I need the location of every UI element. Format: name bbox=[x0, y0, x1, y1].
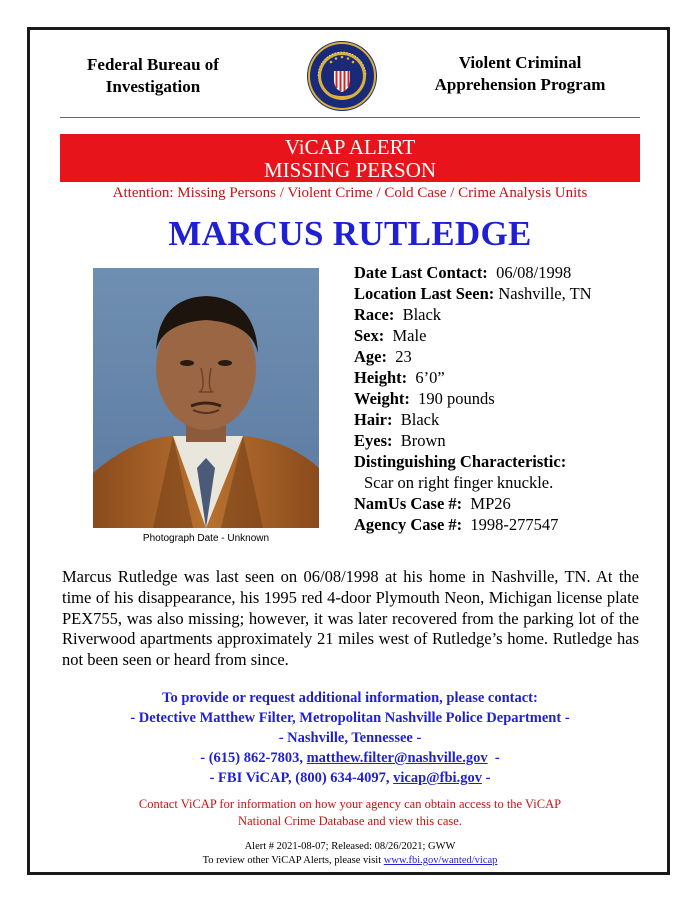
fact-value: Nashville, TN bbox=[498, 284, 592, 303]
contact-vicap-line bbox=[60, 768, 640, 788]
fact-distinguishing-value: Scar on right finger knuckle. bbox=[364, 473, 554, 492]
fact-hair bbox=[354, 409, 654, 430]
footer bbox=[60, 840, 640, 868]
contact-location: - Nashville, Tennessee - bbox=[278, 730, 422, 746]
contact-phone: - (615) 862-7803, bbox=[200, 750, 307, 766]
header-left-line2: Investigation bbox=[105, 77, 201, 96]
attention-line: Attention: Missing Persons / Violent Crime / Cold Case / Crime Analysis Units bbox=[112, 185, 588, 201]
contact-dash: - bbox=[481, 770, 491, 786]
header-left bbox=[68, 54, 238, 98]
header-divider bbox=[60, 117, 640, 118]
fbi-seal-icon bbox=[306, 40, 378, 112]
review-text: To review other ViCAP Alerts, please visit bbox=[202, 855, 384, 866]
header-left-line1: Federal Bureau of bbox=[87, 55, 219, 74]
banner-line1: ViCAP ALERT bbox=[284, 135, 416, 159]
fact-weight bbox=[354, 388, 654, 409]
fact-value: MP26 bbox=[470, 494, 511, 513]
fact-distinguishing-label bbox=[354, 451, 654, 472]
fact-date-last-contact bbox=[354, 262, 654, 283]
detective-email-link[interactable]: matthew.filter@nashville.gov bbox=[306, 750, 488, 766]
fact-label: NamUs Case #: bbox=[354, 494, 463, 513]
fact-label: Agency Case #: bbox=[354, 515, 463, 534]
fact-value: 6’0” bbox=[415, 368, 445, 387]
fact-value: 190 pounds bbox=[418, 389, 495, 408]
fact-label: Distinguishing Characteristic: bbox=[354, 452, 567, 471]
vicap-email-link[interactable]: vicap@fbi.gov bbox=[393, 770, 482, 786]
contact-detective: - Detective Matthew Filter, Metropolitan Nashville Police Department - bbox=[130, 710, 570, 726]
contact-block bbox=[60, 688, 640, 788]
fact-namus-case bbox=[354, 493, 654, 514]
vicap-alerts-link[interactable]: www.fbi.gov/wanted/vicap bbox=[383, 855, 498, 866]
fact-race bbox=[354, 304, 654, 325]
fact-label: Age: bbox=[354, 347, 387, 366]
case-narrative: Marcus Rutledge was last seen on 06/08/1998 at his home in Nashville, TN. At the time of his disappearance, his 1995 red 4-door Plymouth Neon, Michigan license plate PEX755, was also missing; however, it was later recovered from the parking lot of the Riverwood apartments approximately 21 miles west of Rutledge’s home. Rutledge has not been seen or heard from since. bbox=[62, 567, 639, 670]
header-right-line2: Apprehension Program bbox=[434, 75, 606, 94]
case-facts bbox=[354, 262, 654, 535]
fact-value: Black bbox=[402, 305, 442, 324]
person-name: MARCUS RUTLEDGE bbox=[168, 214, 532, 253]
fact-value: Black bbox=[400, 410, 440, 429]
alert-banner bbox=[60, 134, 640, 182]
header-right bbox=[420, 52, 620, 96]
missing-person-photo bbox=[93, 268, 319, 528]
fact-value: Male bbox=[392, 326, 427, 345]
contact-dash: - bbox=[487, 750, 500, 766]
fact-label: Sex: bbox=[354, 326, 385, 345]
banner-line2: MISSING PERSON bbox=[263, 158, 437, 182]
fact-value: 06/08/1998 bbox=[496, 263, 572, 282]
access-line2: National Crime Database and view this case. bbox=[238, 814, 462, 828]
contact-detective-phone-line bbox=[60, 748, 640, 768]
fact-location-last-seen bbox=[354, 283, 654, 304]
fact-agency-case bbox=[354, 514, 654, 535]
header-right-line1: Violent Criminal bbox=[458, 53, 582, 72]
access-notice bbox=[60, 796, 640, 830]
fact-eyes bbox=[354, 430, 654, 451]
fact-label: Eyes: bbox=[354, 431, 393, 450]
fact-age bbox=[354, 346, 654, 367]
vicap-phone: - FBI ViCAP, (800) 634-4097, bbox=[209, 770, 394, 786]
fact-sex bbox=[354, 325, 654, 346]
fact-label: Height: bbox=[354, 368, 408, 387]
fact-label: Hair: bbox=[354, 410, 393, 429]
alert-number-line: Alert # 2021-08-07; Released: 08/26/2021; GWW bbox=[244, 841, 456, 852]
fact-value: 1998-277547 bbox=[470, 515, 559, 534]
fact-height bbox=[354, 367, 654, 388]
fact-value: 23 bbox=[395, 347, 412, 366]
fact-label: Weight: bbox=[354, 389, 410, 408]
access-line1: Contact ViCAP for information on how your agency can obtain access to the ViCAP bbox=[138, 797, 562, 811]
fact-value: Brown bbox=[400, 431, 446, 450]
photo-caption: Photograph Date - Unknown bbox=[142, 533, 270, 544]
fact-label: Location Last Seen: bbox=[354, 284, 495, 303]
fact-label: Race: bbox=[354, 305, 395, 324]
fact-label: Date Last Contact: bbox=[354, 263, 488, 282]
contact-intro: To provide or request additional information, please contact: bbox=[162, 690, 538, 706]
review-line bbox=[60, 854, 640, 868]
